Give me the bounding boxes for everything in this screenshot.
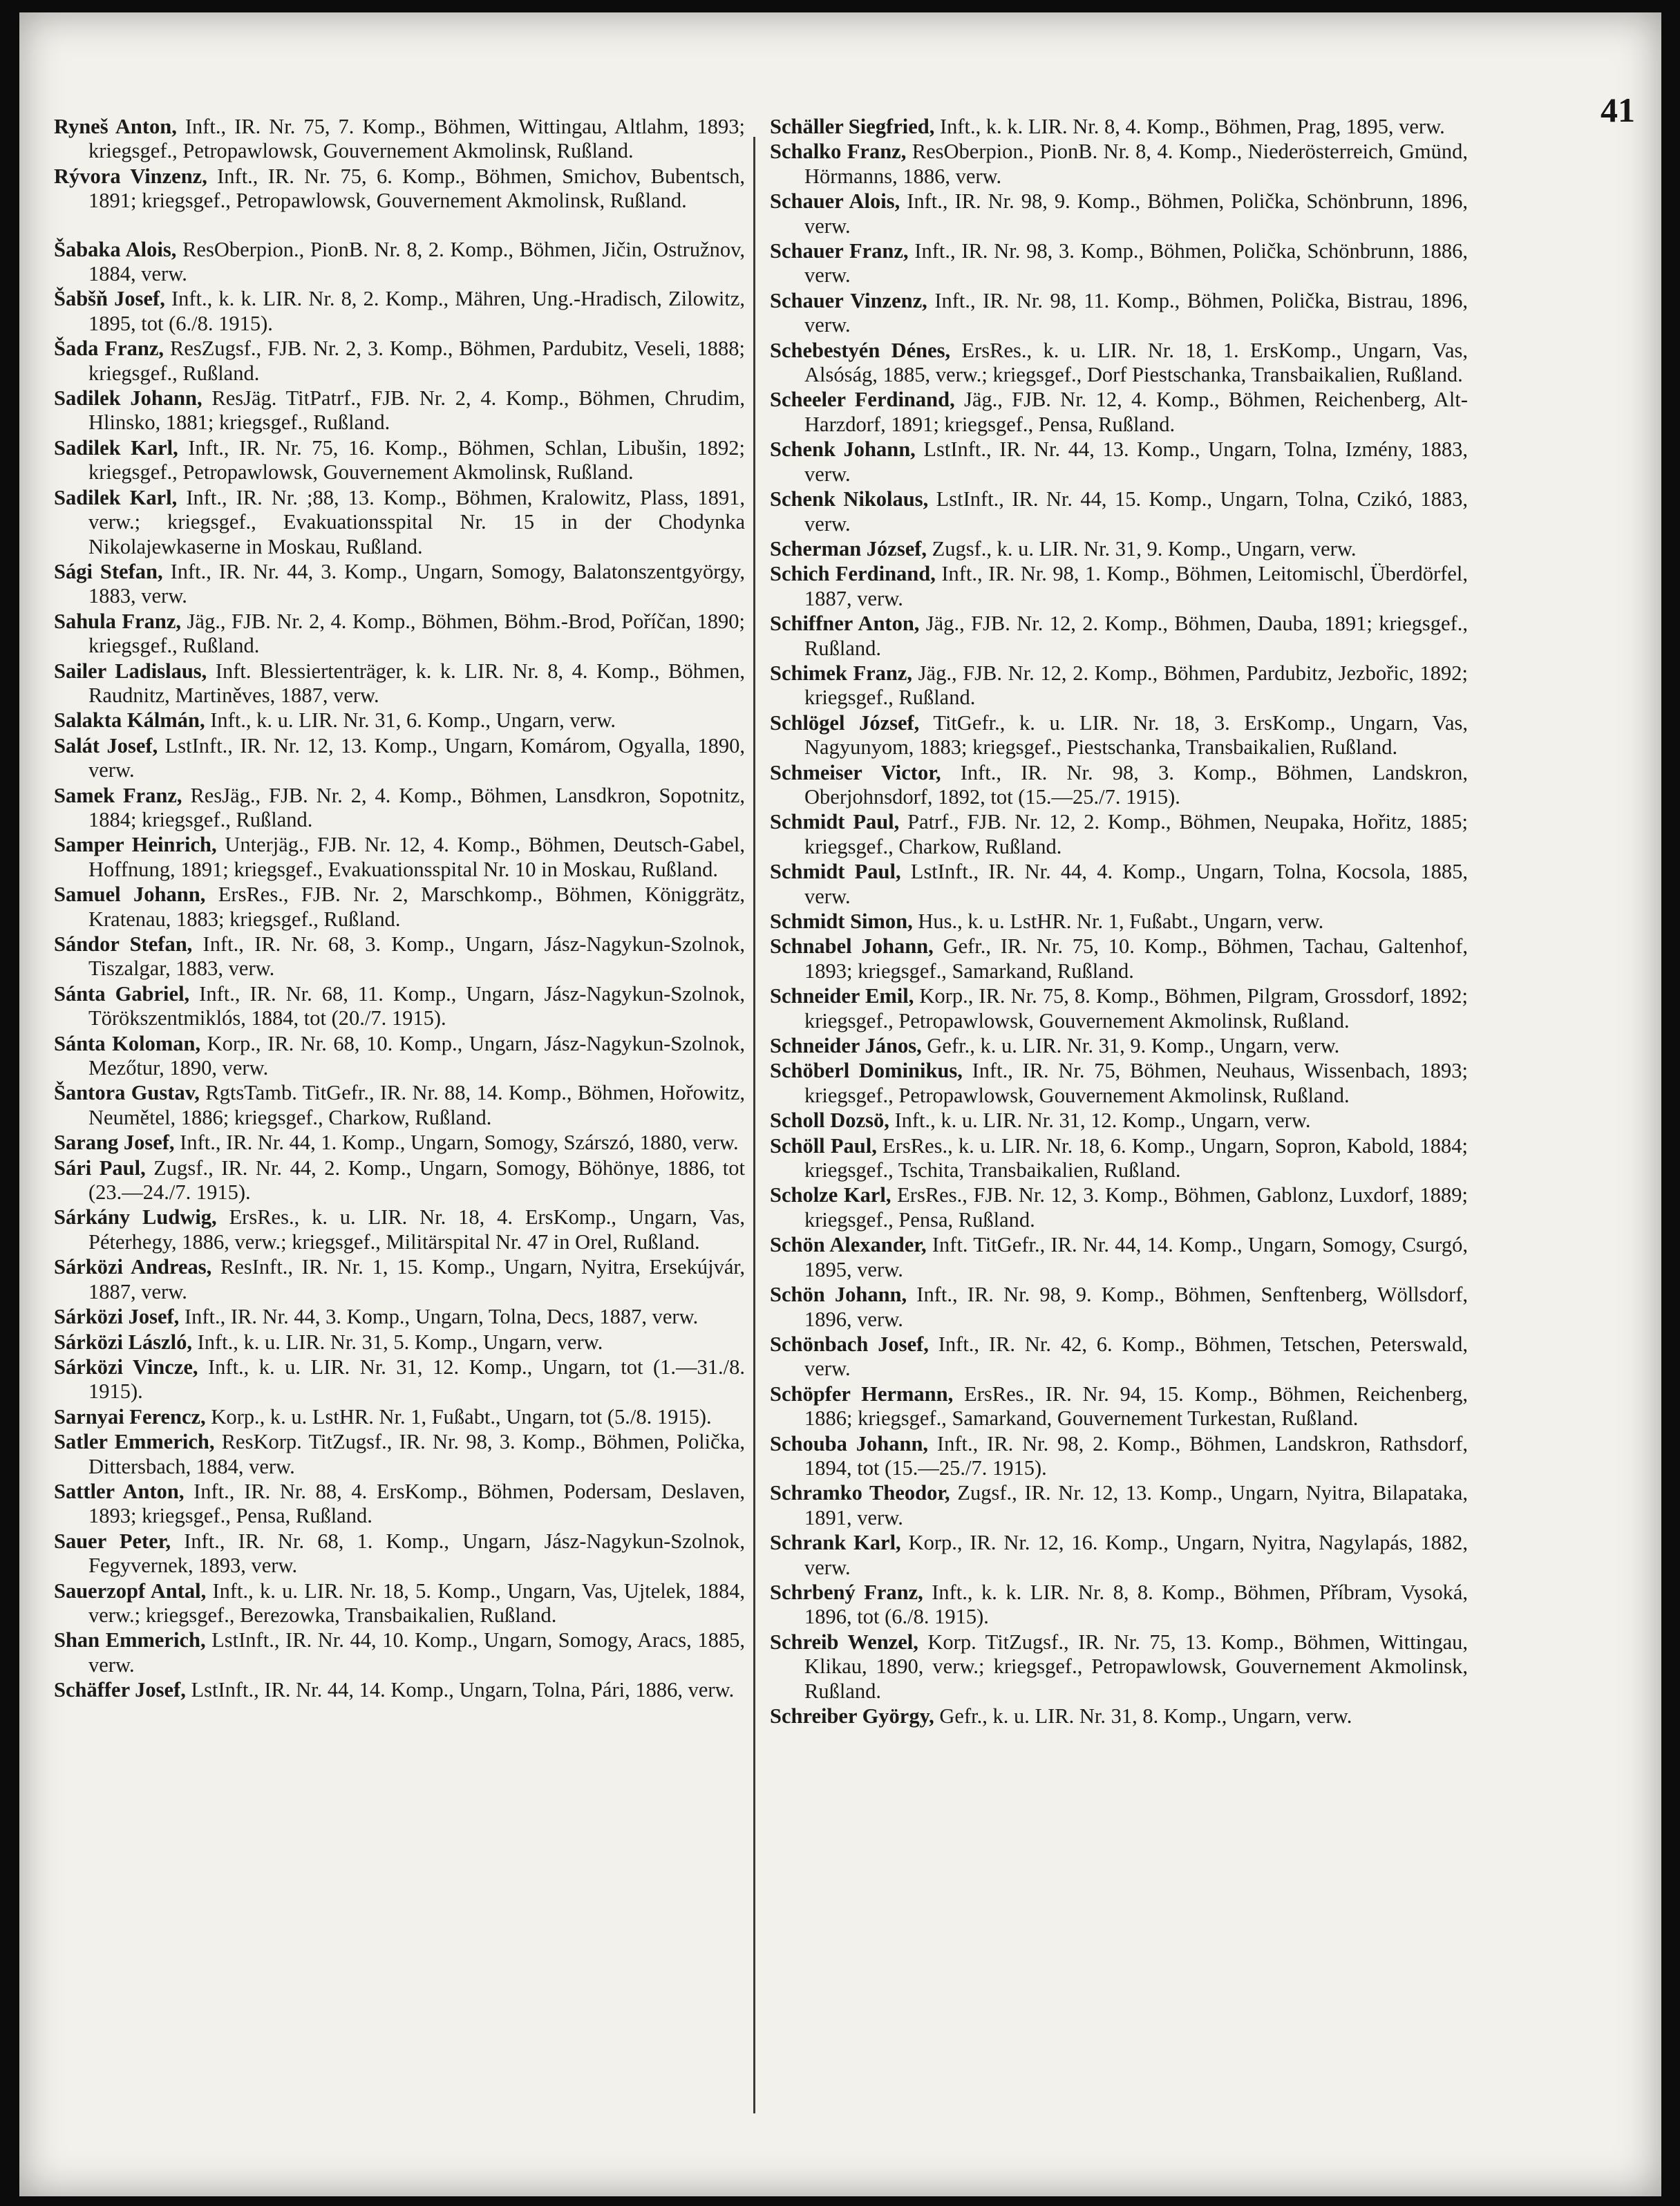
entry-details: Inft., IR. Nr. 42, 6. Komp., Böhmen, Tetschen, Peterswald, verw. (804, 1332, 1468, 1381)
casualty-entry (54, 1480, 745, 1529)
casualty-entry (54, 164, 745, 214)
entry-details: Zugsf., IR. Nr. 12, 13. Komp., Ungarn, Nyitra, Bilapataka, 1891, verw. (804, 1481, 1468, 1529)
casualty-entry (770, 189, 1468, 238)
entry-name: Sarnyai Ferencz, (54, 1404, 206, 1429)
entry-name: Schrank Karl, (770, 1531, 901, 1555)
entry-details: Korp. TitZugsf., IR. Nr. 75, 13. Komp., Böhmen, Wittingau, Klikau, 1890, verw.; kriegsgef., Petropawlowsk, Gouvernement Akmolinsk, Rußland. (804, 1630, 1468, 1703)
entry-name: Schönbach Josef, (770, 1332, 929, 1356)
casualty-entry (54, 1628, 745, 1677)
casualty-entry (770, 1183, 1468, 1232)
entry-details: Zugsf., IR. Nr. 44, 2. Komp., Ungarn, Somogy, Böhönye, 1886, tot (23.—24./7. 1915). (88, 1156, 745, 1205)
entry-name: Samek Franz, (54, 783, 182, 807)
entry-details: ErsRes., k. u. LIR. Nr. 18, 1. ErsKomp., Ungarn, Vas, Alsóság, 1885, verw.; kriegsgef., Dorf Piestschanka, Transbaikalien, Rußland. (804, 338, 1468, 387)
entry-name: Scholze Karl, (770, 1183, 891, 1207)
casualty-entry (770, 1233, 1468, 1282)
entry-name: Schneider Emil, (770, 984, 914, 1008)
entry-name: Šantora Gustav, (54, 1081, 200, 1105)
entry-details: Inft., IR. Nr. 44, 3. Komp., Ungarn, Somogy, Balatonszentgyörgy, 1883, verw. (88, 559, 746, 608)
entry-details: ResJäg. TitPatrf., FJB. Nr. 2, 4. Komp., Böhmen, Chrudim, Hlinsko, 1881; kriegsgef., Rußland. (88, 386, 745, 435)
casualty-entry (770, 1581, 1468, 1630)
entry-name: Sadilek Johann, (54, 386, 202, 411)
entry-details: Gefr., k. u. LIR. Nr. 31, 9. Komp., Ungarn, verw. (921, 1034, 1340, 1058)
entry-details: Jäg., FJB. Nr. 12, 2. Komp., Böhmen, Pardubitz, Jezbořic, 1892; kriegsgef., Rußland. (804, 661, 1468, 710)
entry-details: ErsRes., k. u. LIR. Nr. 18, 6. Komp., Ungarn, Sopron, Kabold, 1884; kriegsgef., Tschita, Transbaikalien, Rußland. (804, 1133, 1468, 1182)
entry-name: Schöpfer Hermann, (770, 1382, 954, 1406)
casualty-entry (770, 934, 1468, 983)
casualty-entry (54, 659, 745, 708)
casualty-entry (770, 537, 1468, 561)
entry-name: Schlögel József, (770, 710, 920, 735)
casualty-entry (54, 1355, 745, 1404)
entry-details: ResOberpion., PionB. Nr. 8, 2. Komp., Böhmen, Jičin, Ostružnov, 1884, verw. (88, 237, 745, 286)
casualty-entry (54, 1405, 745, 1429)
casualty-entry (770, 810, 1468, 859)
entry-details: Korp., IR. Nr. 75, 8. Komp., Böhmen, Pilgram, Grossdorf, 1892; kriegsgef., Petropawlowsk, Gouvernement Akmolinsk, Rußland. (804, 984, 1469, 1033)
entry-name: Schmeiser Victor, (770, 760, 941, 784)
entry-details: Inft., IR. Nr. 75, 7. Komp., Böhmen, Wittingau, Altlahm, 1893; kriegsgef., Petropawlowsk, Gouvernement Akmolinsk, Rußland. (88, 115, 746, 163)
entry-details: Gefr., k. u. LIR. Nr. 31, 8. Komp., Ungarn, verw. (934, 1704, 1352, 1728)
entry-name: Sárközi Vincze, (54, 1355, 198, 1379)
entry-details: Inft. Blessiertenträger, k. k. LIR. Nr. 8, 4. Komp., Böhmen, Raudnitz, Martiněves, 1887, verw. (88, 659, 745, 707)
entry-details: Inft., IR. Nr. 44, 3. Komp., Ungarn, Tolna, Decs, 1887, verw. (179, 1305, 699, 1329)
entry-name: Schreib Wenzel, (770, 1630, 918, 1654)
entry-name: Sauer Peter, (54, 1529, 171, 1553)
casualty-entry (770, 1134, 1468, 1183)
entry-name: Sahula Franz, (54, 609, 181, 633)
entry-details: Hus., k. u. LstHR. Nr. 1, Fußabt., Ungarn, verw. (912, 909, 1324, 933)
column-divider (753, 137, 755, 2113)
entry-details: ErsRes., FJB. Nr. 12, 3. Komp., Böhmen, Gablonz, Luxdorf, 1889; kriegsgef., Pensa, Rußland. (804, 1183, 1468, 1232)
entry-name: Schöll Paul, (770, 1133, 877, 1158)
entry-details: ErsRes., k. u. LIR. Nr. 18, 4. ErsKomp., Ungarn, Vas, Péterhegy, 1886, verw.; kriegsgef., Militärspital Nr. 47 in Orel, Rußland. (88, 1205, 745, 1254)
entry-name: Schiffner Anton, (770, 612, 920, 636)
entry-name: Schimek Franz, (770, 661, 913, 685)
entry-details: Inft., IR. Nr. 75, Böhmen, Neuhaus, Wissenbach, 1893; kriegsgef., Petropawlowsk, Gouvernement Akmolinsk, Rußland. (804, 1059, 1468, 1107)
entry-name: Schauer Alois, (770, 189, 900, 214)
entry-details: ResZugsf., FJB. Nr. 2, 3. Komp., Böhmen, Pardubitz, Veseli, 1888; kriegsgef., Rußland. (88, 337, 745, 385)
entry-details: Inft., IR. Nr. 98, 9. Komp., Böhmen, Polička, Schönbrunn, 1896, verw. (804, 189, 1468, 238)
casualty-entry (54, 610, 745, 659)
entry-details: Korp., IR. Nr. 12, 16. Komp., Ungarn, Nyitra, Nagylapás, 1882, verw. (804, 1531, 1468, 1579)
entry-details: Jäg., FJB. Nr. 12, 2. Komp., Böhmen, Dauba, 1891; kriegsgef., Rußland. (804, 612, 1468, 660)
entry-name: Scheeler Ferdinand, (770, 388, 955, 412)
entry-details: Inft., IR. Nr. 98, 3. Komp., Böhmen, Polička, Schönbrunn, 1886, verw. (804, 239, 1468, 287)
entry-name: Sadilek Karl, (54, 485, 178, 509)
casualty-entry (770, 661, 1468, 710)
entry-details: TitGefr., k. u. LIR. Nr. 18, 3. ErsKomp., Ungarn, Vas, Nagyunyom, 1883; kriegsgef., Piestschanka, Transbaikalien, Rußland. (804, 710, 1468, 760)
entry-details: Inft., IR. Nr. 75, 6. Komp., Böhmen, Smichov, Bubentsch, 1891; kriegsgef., Petropawlowsk, Gouvernement Akmolinsk, Rußland. (88, 164, 745, 213)
entry-name: Sándor Stefan, (54, 932, 193, 956)
entry-name: Sárkány Ludwig, (54, 1205, 217, 1229)
entry-name: Sári Paul, (54, 1156, 146, 1180)
entry-details: Unterjäg., FJB. Nr. 12, 4. Komp., Böhmen, Deutsch-Gabel, Hoffnung, 1891; kriegsgef., Evakuationsspital Nr. 10 in Moskau, Rußland. (88, 833, 745, 881)
casualty-entry (770, 388, 1468, 437)
casualty-entry (54, 1131, 745, 1155)
casualty-entry (770, 984, 1468, 1033)
casualty-entry (770, 612, 1468, 661)
casualty-entry (770, 860, 1468, 909)
casualty-entry (54, 1032, 745, 1081)
casualty-entry (770, 140, 1468, 189)
entry-details: Inft., k. u. LIR. Nr. 31, 12. Komp., Ungarn, verw. (889, 1109, 1311, 1133)
entry-details: ErsRes., IR. Nr. 94, 15. Komp., Böhmen, Reichenberg, 1886; kriegsgef., Samarkand, Gouvernement Turkestan, Rußland. (804, 1382, 1468, 1431)
casualty-entry (770, 487, 1468, 536)
casualty-entry (770, 562, 1468, 611)
entry-name: Rývora Vinzenz, (54, 164, 207, 188)
casualty-entry (54, 1430, 745, 1479)
entry-name: Šabaka Alois, (54, 237, 177, 261)
entry-details: Inft. TitGefr., IR. Nr. 44, 14. Komp., Ungarn, Somogy, Csurgó, 1895, verw. (804, 1233, 1468, 1281)
entry-name: Schäffer Josef, (54, 1678, 186, 1702)
casualty-entry (770, 1531, 1468, 1580)
entry-details: Inft., IR. Nr. 98, 1. Komp., Böhmen, Leitomischl, Überdörfel, 1887, verw. (804, 562, 1469, 610)
casualty-entry (54, 1205, 745, 1254)
entry-name: Šada Franz, (54, 337, 164, 361)
entry-name: Sági Stefan, (54, 559, 163, 583)
entry-name: Schön Alexander, (770, 1233, 927, 1257)
entry-name: Samuel Johann, (54, 883, 206, 907)
left-column (54, 115, 745, 1704)
entry-name: Schenk Johann, (770, 437, 916, 462)
entry-name: Sailer Ladislaus, (54, 659, 207, 683)
entry-details: Inft., IR. Nr. 88, 4. ErsKomp., Böhmen, Podersam, Deslaven, 1893; kriegsgef., Pensa, Rußland. (88, 1479, 745, 1528)
entry-name: Sattler Anton, (54, 1479, 185, 1503)
casualty-entry (54, 932, 745, 981)
entry-name: Schmidt Paul, (770, 810, 900, 834)
entry-name: Scherman József, (770, 536, 927, 560)
casualty-entry (770, 339, 1468, 388)
entry-details: LstInft., IR. Nr. 44, 14. Komp., Ungarn, Tolna, Pári, 1886, verw. (185, 1678, 735, 1702)
casualty-entry (54, 287, 745, 336)
entry-details: Inft., IR. Nr. 98, 9. Komp., Böhmen, Senftenberg, Wöllsdorf, 1896, verw. (804, 1283, 1468, 1331)
entry-details: LstInft., IR. Nr. 44, 13. Komp., Ungarn, Tolna, Izmény, 1883, verw. (804, 437, 1468, 486)
right-column (770, 115, 1468, 1729)
entry-details: ResOberpion., PionB. Nr. 8, 4. Komp., Niederösterreich, Gmünd, Hörmanns, 1886, verw. (804, 140, 1468, 188)
entry-details: Inft., k. u. LIR. Nr. 18, 5. Komp., Ungarn, Vas, Ujtelek, 1884, verw.; kriegsgef., Berezowka, Transbaikalien, Rußland. (88, 1578, 745, 1627)
entry-details: Inft., IR. Nr. 98, 11. Komp., Böhmen, Polička, Bistrau, 1896, verw. (804, 288, 1468, 337)
casualty-entry (770, 1481, 1468, 1530)
casualty-entry (54, 337, 745, 386)
casualty-entry (54, 1156, 745, 1205)
entry-name: Sárközi Josef, (54, 1305, 180, 1329)
entry-name: Schich Ferdinand, (770, 562, 936, 586)
casualty-entry (54, 115, 745, 164)
entry-name: Salát Josef, (54, 733, 158, 757)
casualty-entry (54, 1255, 745, 1304)
entry-details: Inft., k. u. LIR. Nr. 31, 6. Komp., Ungarn, verw. (205, 708, 616, 733)
entry-name: Sárközi Andreas, (54, 1255, 212, 1279)
casualty-entry (770, 1432, 1468, 1481)
casualty-entry (54, 784, 745, 833)
entry-details: Inft., IR. Nr. 68, 11. Komp., Ungarn, Jász-Nagykun-Szolnok, Törökszentmiklós, 1884, tot (20./7. 1915). (88, 981, 745, 1030)
entry-details: LstInft., IR. Nr. 44, 15. Komp., Ungarn, Tolna, Czikó, 1883, verw. (804, 487, 1468, 536)
entry-details: Inft., k. k. LIR. Nr. 8, 8. Komp., Böhmen, Příbram, Vysoká, 1896, tot (6./8. 1915). (804, 1580, 1468, 1629)
entry-details: Inft., k. k. LIR. Nr. 8, 2. Komp., Mähren, Ung.-Hradisch, Zilowitz, 1895, tot (6./8. 1915). (88, 287, 745, 335)
casualty-entry (54, 436, 745, 485)
casualty-entry (770, 1034, 1468, 1058)
entry-details: Inft., IR. Nr. 44, 1. Komp., Ungarn, Somogy, Szárszó, 1880, verw. (174, 1131, 739, 1155)
entry-name: Scholl Dozsö, (770, 1109, 889, 1133)
casualty-entry (54, 883, 745, 932)
entry-details: Inft., IR. Nr. 68, 1. Komp., Ungarn, Jász-Nagykun-Szolnok, Fegyvernek, 1893, verw. (88, 1529, 745, 1578)
entry-name: Schön Johann, (770, 1283, 907, 1307)
entry-details: Inft., IR. Nr. 75, 16. Komp., Böhmen, Schlan, Libušin, 1892; kriegsgef., Petropawlowsk, Gouvernement Akmolinsk, Rußland. (88, 435, 746, 484)
entry-details: RgtsTamb. TitGefr., IR. Nr. 88, 14. Komp., Böhmen, Hořowitz, Neumětel, 1886; kriegsgef., Charkow, Rußland. (88, 1081, 745, 1129)
entry-details: ResInft., IR. Nr. 1, 15. Komp., Ungarn, Nyitra, Ersekújvár, 1887, verw. (88, 1255, 745, 1303)
entry-name: Schmidt Paul, (770, 860, 901, 884)
entry-name: Satler Emmerich, (54, 1430, 215, 1454)
entry-name: Sauerzopf Antal, (54, 1578, 207, 1603)
entry-details: Inft., IR. Nr. 68, 3. Komp., Ungarn, Jász-Nagykun-Szolnok, Tiszalgar, 1883, verw. (88, 932, 745, 981)
entry-details: Inft., IR. Nr. 98, 2. Komp., Böhmen, Landskron, Rathsdorf, 1894, tot (15.—25./7. 1915). (804, 1431, 1469, 1480)
entry-details: Inft., IR. Nr. 98, 3. Komp., Böhmen, Landskron, Oberjohnsdorf, 1892, tot (15.—25./7. 1915). (804, 760, 1468, 809)
casualty-entry (54, 1081, 745, 1130)
entry-details: ResJäg., FJB. Nr. 2, 4. Komp., Böhmen, Lansdkron, Sopotnitz, 1884; kriegsgef., Rußland. (88, 783, 745, 831)
casualty-entry (770, 437, 1468, 487)
casualty-entry (54, 1529, 745, 1578)
casualty-entry (54, 1678, 745, 1702)
casualty-entry (770, 115, 1468, 139)
entry-name: Sárközi László, (54, 1330, 192, 1354)
entry-name: Schöberl Dominikus, (770, 1059, 963, 1083)
entry-details: LstInft., IR. Nr. 12, 13. Komp., Ungarn, Komárom, Ogyalla, 1890, verw. (88, 733, 745, 782)
casualty-entry (770, 711, 1468, 760)
entry-details: ResKorp. TitZugsf., IR. Nr. 98, 3. Komp., Böhmen, Polička, Dittersbach, 1884, verw. (88, 1430, 745, 1478)
entry-details: Inft., k. u. LIR. Nr. 31, 12. Komp., Ungarn, tot (1.—31./8. 1915). (88, 1355, 745, 1404)
casualty-entry (54, 560, 745, 609)
entry-details: LstInft., IR. Nr. 44, 10. Komp., Ungarn, Somogy, Aracs, 1885, verw. (88, 1628, 745, 1677)
entry-details: Jäg., FJB. Nr. 12, 4. Komp., Böhmen, Reichenberg, Alt-Harzdorf, 1891; kriegsgef., Pensa, Rußland. (804, 388, 1468, 436)
entry-details: Inft., k. u. LIR. Nr. 31, 5. Komp., Ungarn, verw. (191, 1330, 603, 1354)
entry-name: Schäller Siegfried, (770, 115, 935, 138)
casualty-entry (54, 708, 745, 733)
casualty-entry (770, 289, 1468, 338)
casualty-entry (770, 1332, 1468, 1382)
entry-details: ErsRes., FJB. Nr. 2, Marschkomp., Böhmen, Königgrätz, Kratenau, 1883; kriegsgef., Rußland. (88, 883, 746, 931)
entry-name: Schramko Theodor, (770, 1481, 950, 1505)
casualty-entry (54, 486, 745, 559)
casualty-entry (770, 1704, 1468, 1728)
entry-details: Jäg., FJB. Nr. 2, 4. Komp., Böhmen, Böhm.-Brod, Poříčan, 1890; kriegsgef., Rußland. (88, 609, 745, 658)
entry-details: Korp., k. u. LstHR. Nr. 1, Fußabt., Ungarn, tot (5./8. 1915). (205, 1404, 712, 1429)
casualty-entry (54, 1330, 745, 1355)
entry-name: Samper Heinrich, (54, 833, 217, 857)
entry-name: Schreiber György, (770, 1704, 934, 1728)
casualty-entry (54, 982, 745, 1031)
casualty-entry (54, 386, 745, 435)
entry-name: Sánta Gabriel, (54, 981, 190, 1006)
entry-name: Šabšň Josef, (54, 287, 165, 311)
casualty-entry (54, 833, 745, 882)
entry-name: Sadilek Karl, (54, 435, 178, 460)
entry-details: Zugsf., k. u. LIR. Nr. 31, 9. Komp., Ungarn, verw. (927, 536, 1357, 560)
casualty-entry (770, 239, 1468, 288)
entry-name: Salakta Kálmán, (54, 708, 205, 733)
entry-details: Inft., k. k. LIR. Nr. 8, 4. Komp., Böhmen, Prag, 1895, verw. (934, 115, 1445, 138)
entry-name: Sarang Josef, (54, 1131, 175, 1155)
entry-name: Schenk Nikolaus, (770, 487, 929, 511)
document-page (19, 12, 1661, 2196)
entry-name: Shan Emmerich, (54, 1628, 206, 1652)
casualty-entry (770, 1109, 1468, 1133)
casualty-entry (54, 1579, 745, 1628)
entry-name: Schebestyén Dénes, (770, 338, 951, 362)
casualty-entry (770, 1059, 1468, 1108)
entry-name: Sánta Koloman, (54, 1031, 201, 1055)
entry-details: Korp., IR. Nr. 68, 10. Komp., Ungarn, Jász-Nagykun-Szolnok, Mezőtur, 1890, verw. (88, 1031, 745, 1080)
casualty-entry (770, 909, 1468, 934)
entry-name: Schalko Franz, (770, 140, 907, 164)
entry-name: Schauer Franz, (770, 239, 909, 263)
entry-name: Schmidt Simon, (770, 909, 913, 933)
entry-name: Schouba Johann, (770, 1431, 929, 1455)
casualty-entry (770, 761, 1468, 810)
entry-details: LstInft., IR. Nr. 44, 4. Komp., Ungarn, Tolna, Kocsola, 1885, verw. (804, 860, 1468, 908)
casualty-entry (54, 1305, 745, 1329)
entry-details: Inft., IR. Nr. ;88, 13. Komp., Böhmen, Kralowitz, Plass, 1891, verw.; kriegsgef., Evakuationsspital Nr. 15 in der Chodynka Nikolajewkaserne in Moskau, Rußland. (88, 485, 745, 558)
casualty-entry (770, 1382, 1468, 1431)
entry-details: Patrf., FJB. Nr. 12, 2. Komp., Böhmen, Neupaka, Hořitz, 1885; kriegsgef., Charkow, Rußland. (804, 810, 1468, 858)
entry-name: Ryneš Anton, (54, 115, 177, 138)
entry-name: Schneider János, (770, 1034, 922, 1058)
casualty-entry (54, 734, 745, 783)
casualty-entry (770, 1283, 1468, 1332)
entry-name: Schrbený Franz, (770, 1580, 923, 1604)
casualty-entry (770, 1630, 1468, 1704)
entry-name: Schnabel Johann, (770, 934, 934, 959)
entry-details: Gefr., IR. Nr. 75, 10. Komp., Böhmen, Tachau, Galtenhof, 1893; kriegsgef., Samarkand, Rußland. (804, 934, 1468, 983)
entry-name: Schauer Vinzenz, (770, 288, 927, 312)
casualty-entry (54, 238, 745, 287)
page-number: 41 (1601, 91, 1635, 129)
